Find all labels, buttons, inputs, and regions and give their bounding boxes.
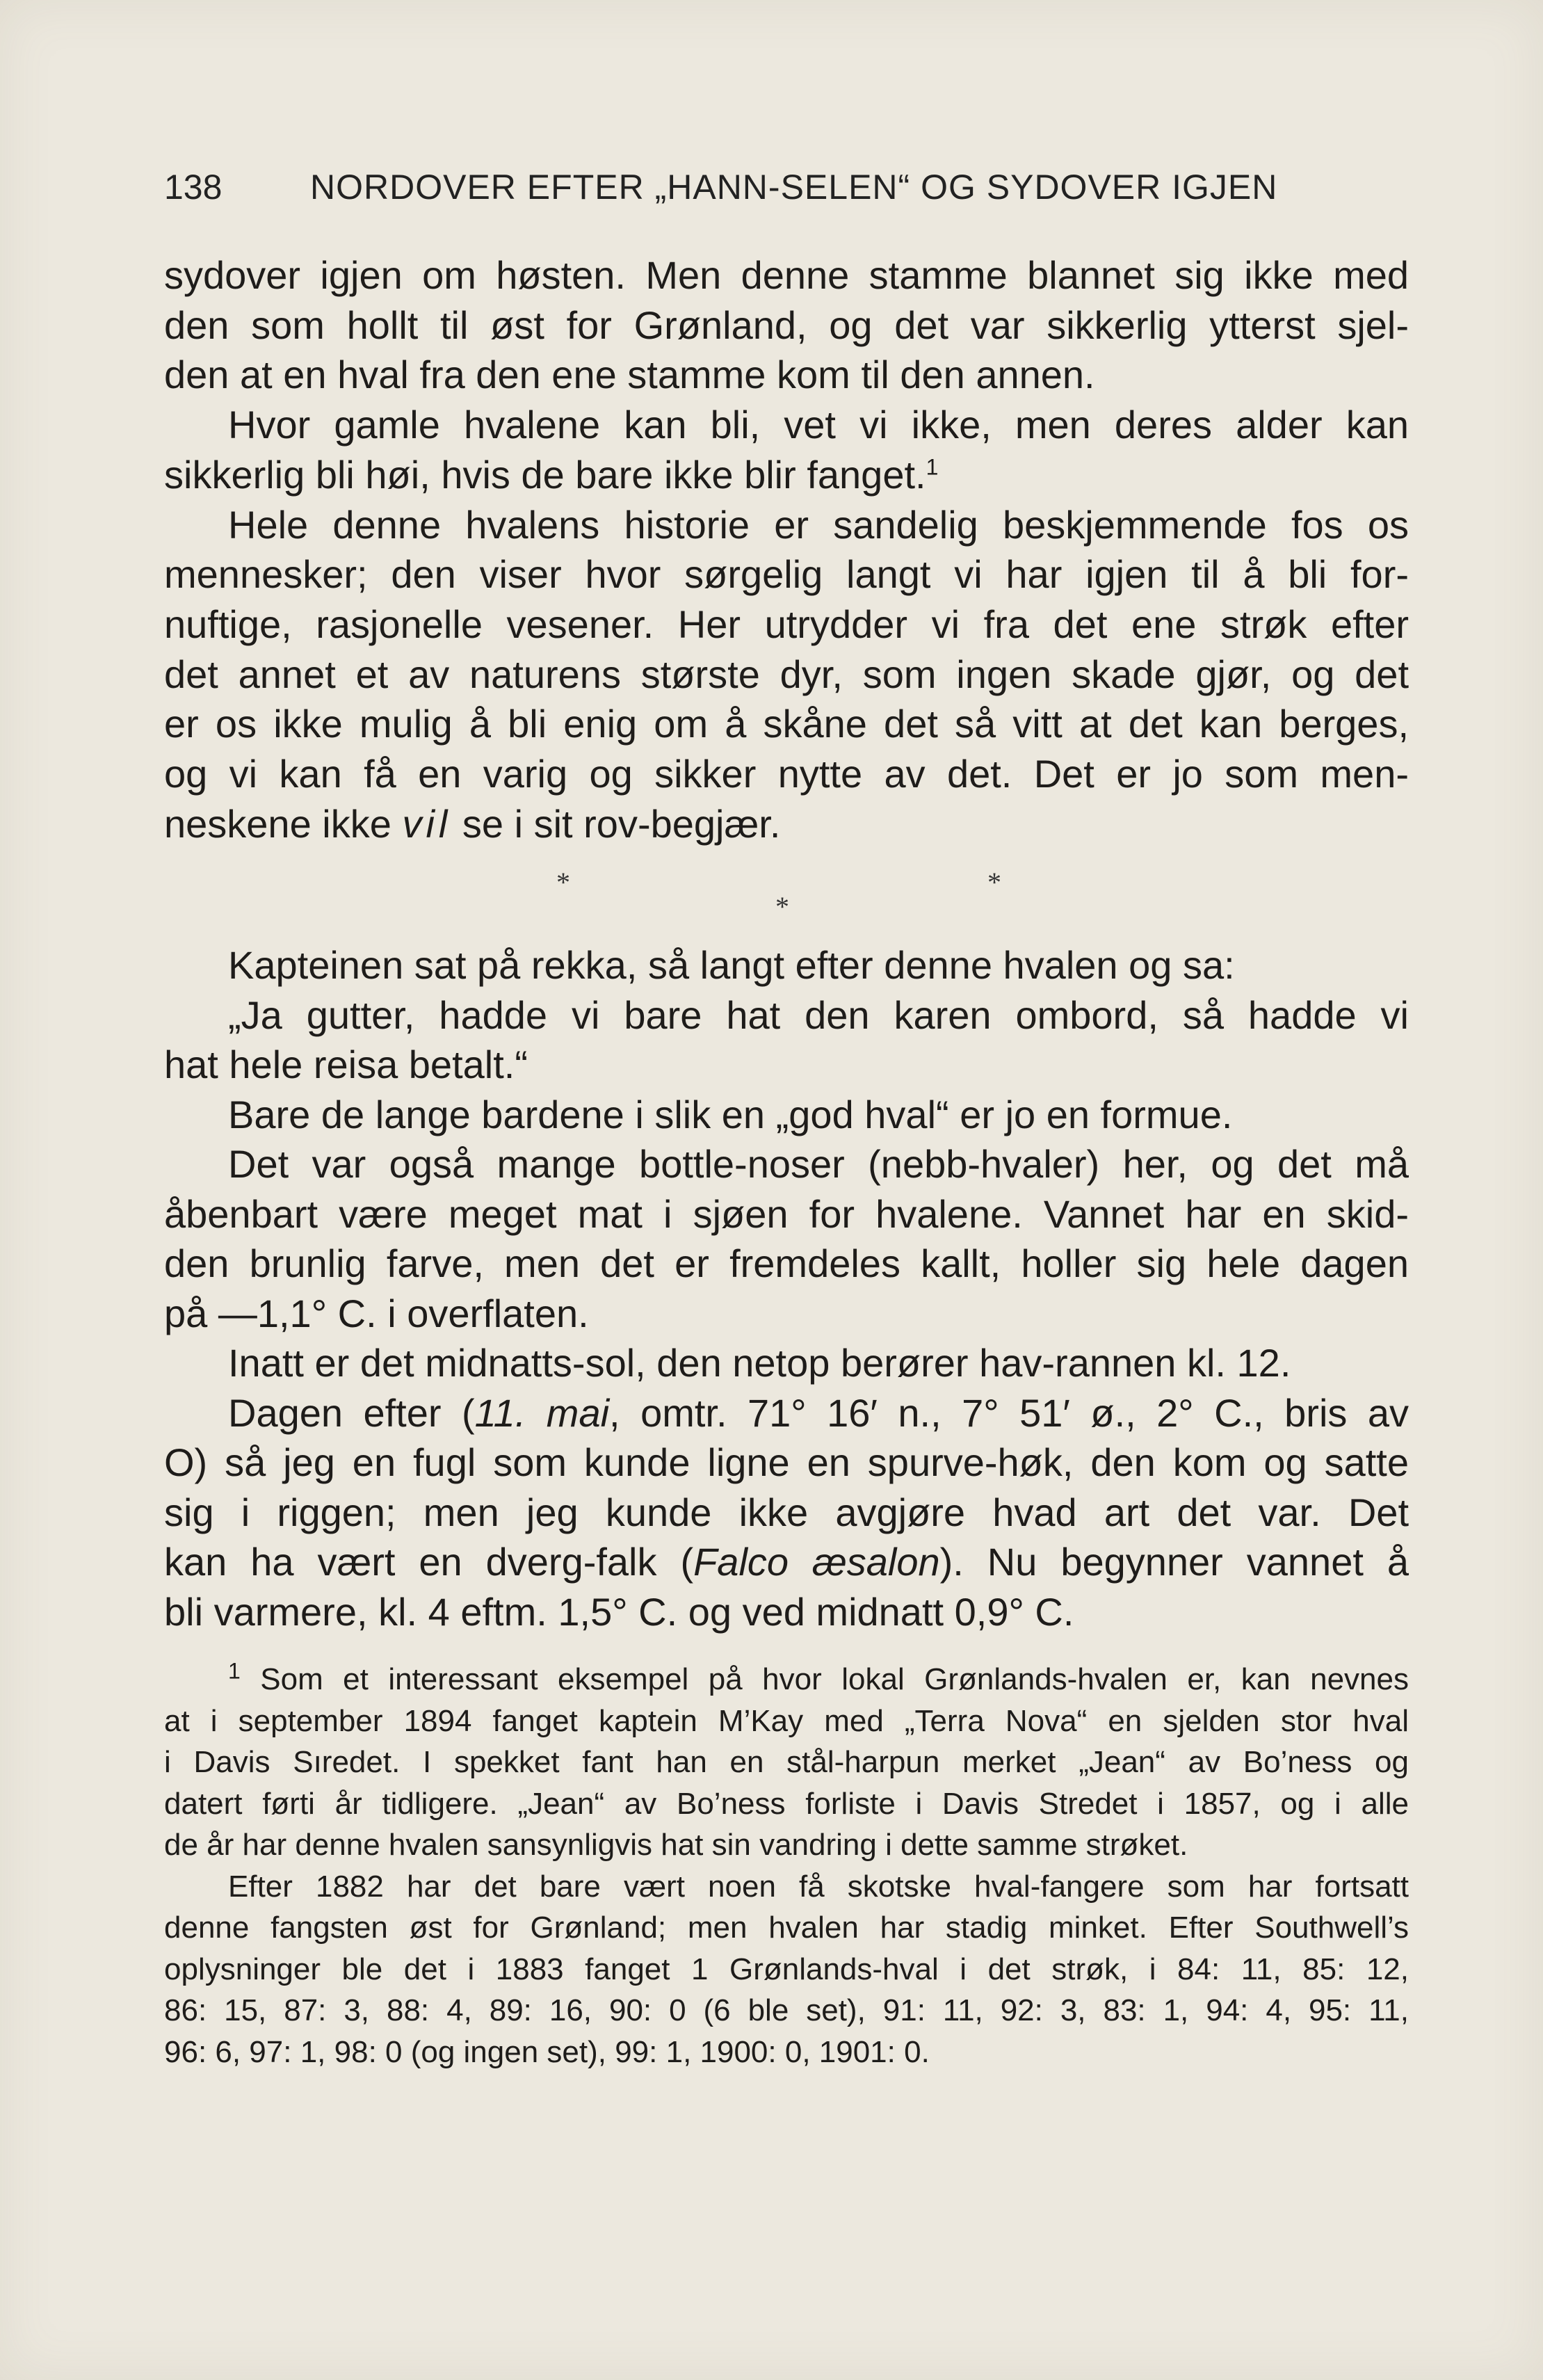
text-line: „Ja gutter, hadde vi bare hat den karen ombord, så hadde vi xyxy=(228,992,1409,1037)
text-line: hat hele reisa betalt.“ xyxy=(164,1043,528,1086)
text-line xyxy=(164,799,1409,849)
text-line: sig i riggen; men jeg kunde ikke avgjøre hvad art det var. Det xyxy=(164,1490,1409,1534)
text-line: den som hollt til øst for Grønland, og det var sikkerlig ytterst sjel- xyxy=(164,303,1409,347)
text-line: nuftige, rasjonelle vesener. Her utrydder vi fra det ene strøk efter xyxy=(164,602,1409,646)
text-line: det annet et av naturens største dyr, som ingen skade gjør, og det xyxy=(164,652,1409,696)
running-title: NORDOVER EFTER „HANN-SELEN“ OG SYDOVER IGJEN xyxy=(310,168,1278,207)
text-span: se i sit rov-begjær. xyxy=(451,801,781,846)
footnote-line: 86: 15, 87: 3, 88: 4, 89: 16, 90: 0 (6 ble set), 91: 11, 92: 3, 83: 1, 94: 4, 95: 11, xyxy=(164,1993,1409,2027)
text-line: Kapteinen sat på rekka, så langt efter denne hvalen og sa: xyxy=(228,943,1235,987)
text-line xyxy=(164,450,1409,500)
text-line: Bare de lange bardene i slik en „god hval“ er jo en formue. xyxy=(228,1092,1233,1136)
footnote-line: de år har denne hvalen sansynligvis hat sin vandring i dette samme strøket. xyxy=(164,1828,1188,1862)
date-italic: 11. mai xyxy=(474,1390,610,1435)
text-line: den at en hval fra den ene stamme kom til den annen. xyxy=(164,353,1095,397)
text-line: bli varmere, kl. 4 eftm. 1,5° C. og ved midnatt 0,9° C. xyxy=(164,1589,1074,1634)
text-line: på —1,1° C. i overflaten. xyxy=(164,1291,589,1335)
asterisk: * xyxy=(775,891,789,922)
text-span: Som et interessant eksempel på hvor lokal Grønlands-hvalen er, kan nevnes xyxy=(240,1662,1409,1696)
text-line: Hele denne hvalens historie er sandelig beskjemmende fos os xyxy=(228,502,1409,547)
main-text-section-1 xyxy=(164,250,1409,849)
text-span: ). Nu begynner vannet å xyxy=(939,1540,1409,1584)
text-line: Hvor gamle hvalene kan bli, vet vi ikke, men deres alder kan xyxy=(228,403,1409,447)
species-name-italic: Falco æsalon xyxy=(693,1540,940,1584)
text-line: og vi kan få en varig og sikker nytte av det. Det er jo som men- xyxy=(164,752,1409,796)
page-header xyxy=(164,167,1409,216)
text-line: mennesker; den viser hvor sørgelig langt vi har igjen til å bli for- xyxy=(164,552,1409,597)
footnote-line: at i september 1894 fanget kaptein M’Kay med „Terra Nova“ en sjelden stor hval xyxy=(164,1703,1409,1738)
footnote-line: oplysninger ble det i 1883 fanget 1 Grønlands-hval i det strøk, i 84: 11, 85: 12, xyxy=(164,1952,1409,1986)
text-line xyxy=(164,1537,1409,1587)
text-line: Det var også mange bottle-noser (nebb-hvaler) her, og det må xyxy=(228,1142,1409,1186)
emphasized-word: vil xyxy=(402,801,452,846)
text-span: kan ha vært en dverg-falk ( xyxy=(164,1540,694,1584)
text-span: Dagen efter ( xyxy=(228,1390,475,1435)
footnote-marker: 1 xyxy=(228,1658,241,1684)
asterisk: * xyxy=(556,867,570,898)
main-text-section-2 xyxy=(164,940,1409,1637)
asterisk: * xyxy=(987,867,1001,898)
text-line: Inatt er det midnatts-sol, den netop berører hav-rannen kl. 12. xyxy=(228,1341,1291,1385)
text-span: , omtr. 71° 16′ n., 7° 51′ ø., 2° C., bris av xyxy=(609,1390,1409,1435)
text-line xyxy=(164,1388,1409,1438)
text-span: neskene ikke xyxy=(164,801,403,846)
text-line: åbenbart være meget mat i sjøen for hvalene. Vannet har en skid- xyxy=(164,1191,1409,1236)
footnote-line: denne fangsten øst for Grønland; men hvalen har stadig minket. Efter Southwell’s xyxy=(164,1911,1409,1945)
text-line: den brunlig farve, men det er fremdeles kallt, holler sig hele dagen xyxy=(164,1241,1409,1285)
footnote-reference[interactable]: 1 xyxy=(926,454,939,480)
text-line: O) så jeg en fugl som kunde ligne en spurve-høk, den kom og satte xyxy=(164,1440,1409,1484)
page-number: 138 xyxy=(164,168,223,207)
section-divider-asterisks xyxy=(549,866,1036,928)
footnote-line xyxy=(164,1659,1409,1700)
footnote-line: i Davis Sıredet. I spekket fant han en stål-harpun merket „Jean“ av Bo’ness og xyxy=(164,1745,1409,1779)
text-span: sikkerlig bli høi, hvis de bare ikke blir fanget. xyxy=(164,452,926,497)
text-line: sydover igjen om høsten. Men denne stamme blannet sig ikke med xyxy=(164,253,1409,297)
footnote-line: Efter 1882 har det bare vært noen få skotske hval-fangere som har fortsatt xyxy=(228,1869,1409,1904)
footnote-line: datert førti år tidligere. „Jean“ av Bo’ness forliste i Davis Stredet i 1857, og i alle xyxy=(164,1786,1409,1821)
footnotes xyxy=(164,1659,1409,2073)
text-line: er os ikke mulig å bli enig om å skåne det så vitt at det kan berges, xyxy=(164,702,1409,746)
footnote-line: 96: 6, 97: 1, 98: 0 (og ingen set), 99: 1, 1900: 0, 1901: 0. xyxy=(164,2034,930,2069)
